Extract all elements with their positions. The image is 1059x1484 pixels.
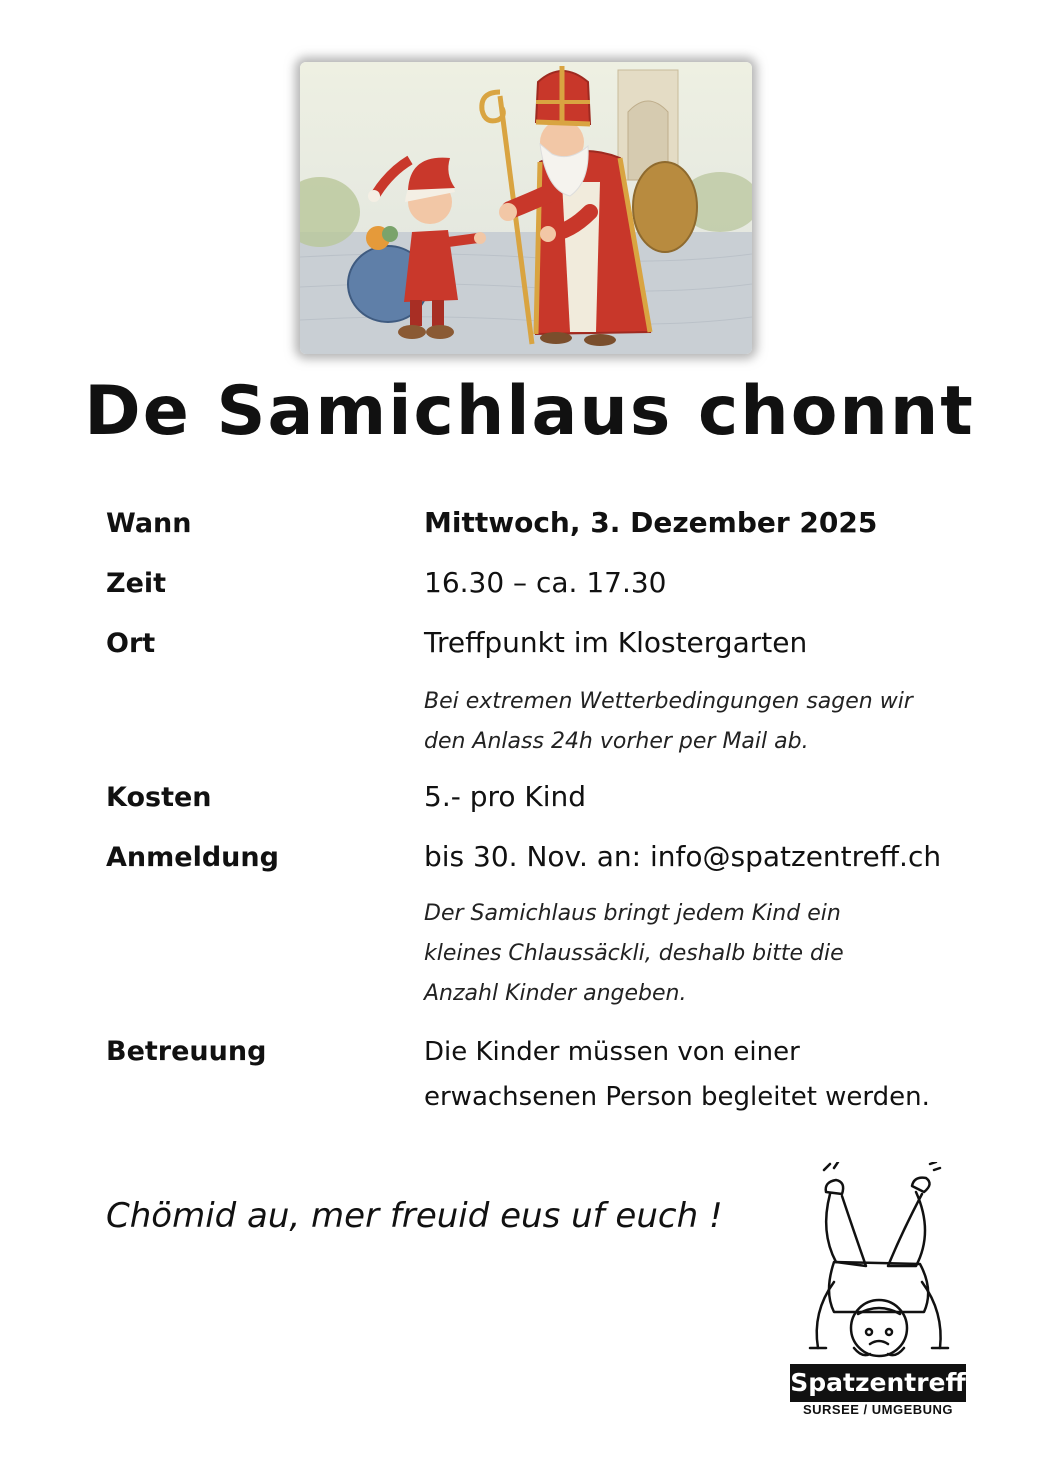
logo-wordmark: Spatzentreff	[790, 1364, 966, 1402]
label-kosten: Kosten	[106, 782, 212, 813]
label-ort: Ort	[106, 628, 156, 659]
note-weather	[424, 682, 944, 762]
value-zeit: 16.30 – ca. 17.30	[424, 566, 667, 599]
value-ort: Treffpunkt im Klostergarten	[424, 626, 808, 659]
value-wann: Mittwoch, 3. Dezember 2025	[424, 506, 878, 539]
value-betreuung-line: Die Kinder müssen von einer	[424, 1037, 800, 1067]
note-chlaussaeckli-line: Anzahl Kinder angeben.	[424, 981, 687, 1006]
label-wann: Wann	[106, 508, 192, 539]
closing-text: Chömid au, mer freuid eus uf euch !	[106, 1196, 723, 1236]
label-anmeldung: Anmeldung	[106, 842, 279, 873]
note-weather-line: Bei extremen Wetterbedingungen sagen wir	[424, 689, 913, 714]
samichlaus-illustration	[300, 62, 752, 354]
label-zeit: Zeit	[106, 568, 167, 599]
upside-down-child-drawing	[784, 1162, 974, 1367]
note-chlaussaeckli-line: kleines Chlaussäckli, deshalb bitte die	[424, 941, 844, 966]
label-betreuung: Betreuung	[106, 1036, 267, 1067]
note-chlaussaeckli	[424, 894, 944, 1014]
page-title: De Samichlaus chonnt	[84, 372, 975, 451]
value-betreuung-line: erwachsenen Person begleitet werden.	[424, 1082, 930, 1112]
samichlaus-drawing	[300, 62, 752, 354]
note-chlaussaeckli-line: Der Samichlaus bringt jedem Kind ein	[424, 901, 841, 926]
spatzentreff-logo	[784, 1162, 974, 1422]
value-kosten: 5.- pro Kind	[424, 780, 587, 813]
value-betreuung	[424, 1030, 930, 1120]
value-anmeldung: bis 30. Nov. an: info@spatzentreff.ch	[424, 840, 942, 873]
logo-subtitle: SURSEE / UMGEBUNG	[802, 1402, 954, 1417]
note-weather-line: den Anlass 24h vorher per Mail ab.	[424, 729, 809, 754]
